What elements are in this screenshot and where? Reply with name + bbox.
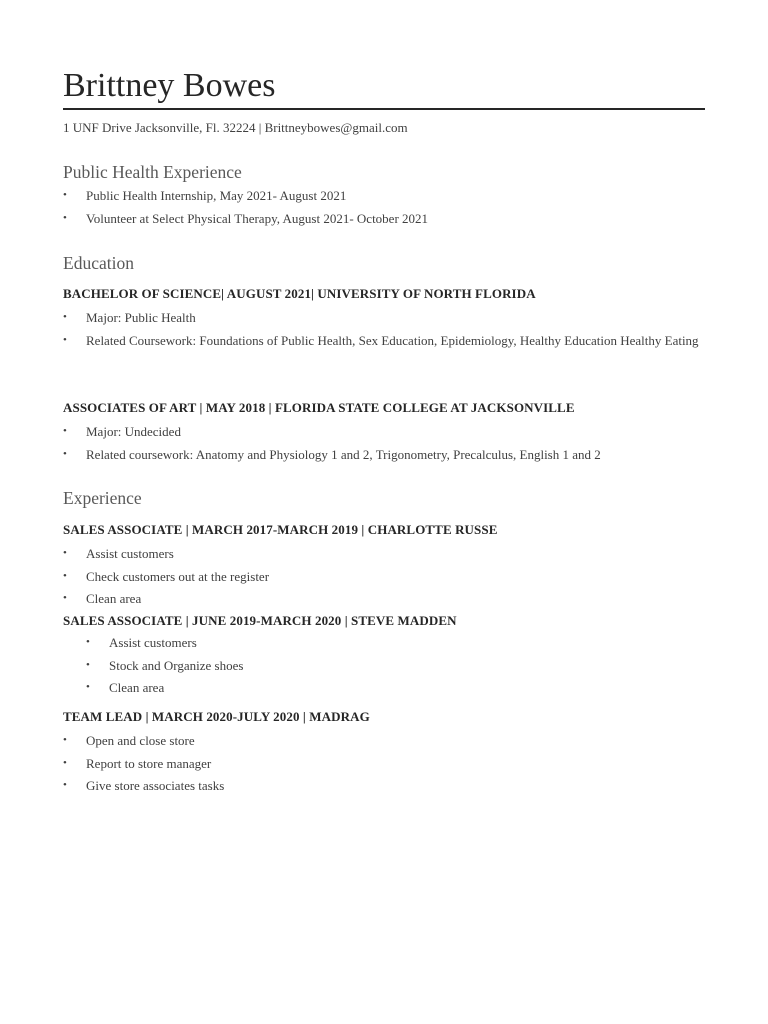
- list-item-text: Clean area: [109, 680, 165, 695]
- job-heading-madrag: TEAM LEAD | MARCH 2020-JULY 2020 | MADRAG: [63, 709, 370, 724]
- bullet-icon: •: [63, 569, 67, 582]
- job-heading-charlotte-russe: SALES ASSOCIATE | MARCH 2017-MARCH 2019 | CHARLOTTE RUSSE: [63, 522, 498, 537]
- contact-line: 1 UNF Drive Jacksonville, Fl. 32224 | Brittneybowes@gmail.com: [63, 120, 408, 135]
- section-title-experience: Experience: [63, 488, 142, 508]
- list-item: [63, 332, 705, 349]
- bullet-icon: •: [63, 592, 67, 604]
- education-aa-list: [63, 423, 705, 468]
- list-item-text: Check customers out at the register: [86, 568, 270, 584]
- bullet-icon: •: [63, 547, 67, 559]
- list-item-text: Assist customers: [86, 546, 174, 561]
- list-item-text: Related coursework: Anatomy and Physiology 1 and 2, Trigonometry, Precalculus, English 1 and 2: [86, 446, 601, 462]
- bullet-icon: •: [86, 658, 90, 671]
- list-item: [63, 679, 705, 696]
- bullet-icon: •: [86, 681, 90, 693]
- list-item-text: Related Coursework: Foundations of Public Health, Sex Education, Epidemiology, Healthy Education Healthy Eating: [86, 332, 699, 348]
- list-item-text: Stock and Organize shoes: [109, 657, 244, 673]
- job-steve-madden-list: [63, 634, 705, 702]
- list-item: [63, 777, 705, 794]
- list-item: [63, 210, 705, 227]
- candidate-name: Brittney Bowes: [63, 67, 276, 104]
- education-heading-aa: ASSOCIATES OF ART | MAY 2018 | FLORIDA STATE COLLEGE AT JACKSONVILLE: [63, 400, 575, 415]
- job-charlotte-russe-list: [63, 545, 705, 613]
- bullet-icon: •: [63, 756, 67, 769]
- list-item-text: Public Health Internship, May 2021- August 2021: [86, 188, 347, 203]
- section-title-education: Education: [63, 253, 134, 273]
- list-item-text: Volunteer at Select Physical Therapy, August 2021- October 2021: [86, 210, 429, 226]
- list-item-text: Report to store manager: [86, 755, 212, 771]
- list-item: [63, 657, 705, 674]
- header-divider: [63, 108, 705, 110]
- list-item: [63, 732, 705, 749]
- job-heading-steve-madden: SALES ASSOCIATE | JUNE 2019-MARCH 2020 | STEVE MADDEN: [63, 613, 457, 628]
- list-item-text: Clean area: [86, 591, 142, 606]
- bullet-icon: •: [86, 636, 90, 648]
- list-item: [63, 590, 705, 607]
- list-item: [63, 755, 705, 772]
- bullet-icon: •: [63, 189, 67, 201]
- list-item-text: Open and close store: [86, 733, 195, 748]
- list-item-text: Assist customers: [109, 635, 197, 650]
- list-item: [63, 568, 705, 585]
- bullet-icon: •: [63, 779, 67, 791]
- bullet-icon: •: [63, 211, 67, 224]
- list-item-text: Major: Public Health: [86, 310, 196, 325]
- bullet-icon: •: [63, 333, 67, 346]
- list-item: [63, 634, 705, 651]
- list-item: [63, 423, 705, 440]
- section-title-public-health: Public Health Experience: [63, 162, 242, 182]
- bullet-icon: •: [63, 425, 67, 437]
- list-item: [63, 309, 705, 326]
- list-item: [63, 187, 705, 204]
- public-health-list: [63, 187, 705, 232]
- list-item: [63, 446, 705, 463]
- list-item: [63, 545, 705, 562]
- education-heading-bs: BACHELOR OF SCIENCE| AUGUST 2021| UNIVERSITY OF NORTH FLORIDA: [63, 286, 536, 301]
- list-item-text: Major: Undecided: [86, 424, 181, 439]
- education-bs-list: [63, 309, 705, 354]
- bullet-icon: •: [63, 447, 67, 460]
- bullet-icon: •: [63, 734, 67, 746]
- list-item-text: Give store associates tasks: [86, 778, 225, 793]
- bullet-icon: •: [63, 311, 67, 323]
- job-madrag-list: [63, 732, 705, 800]
